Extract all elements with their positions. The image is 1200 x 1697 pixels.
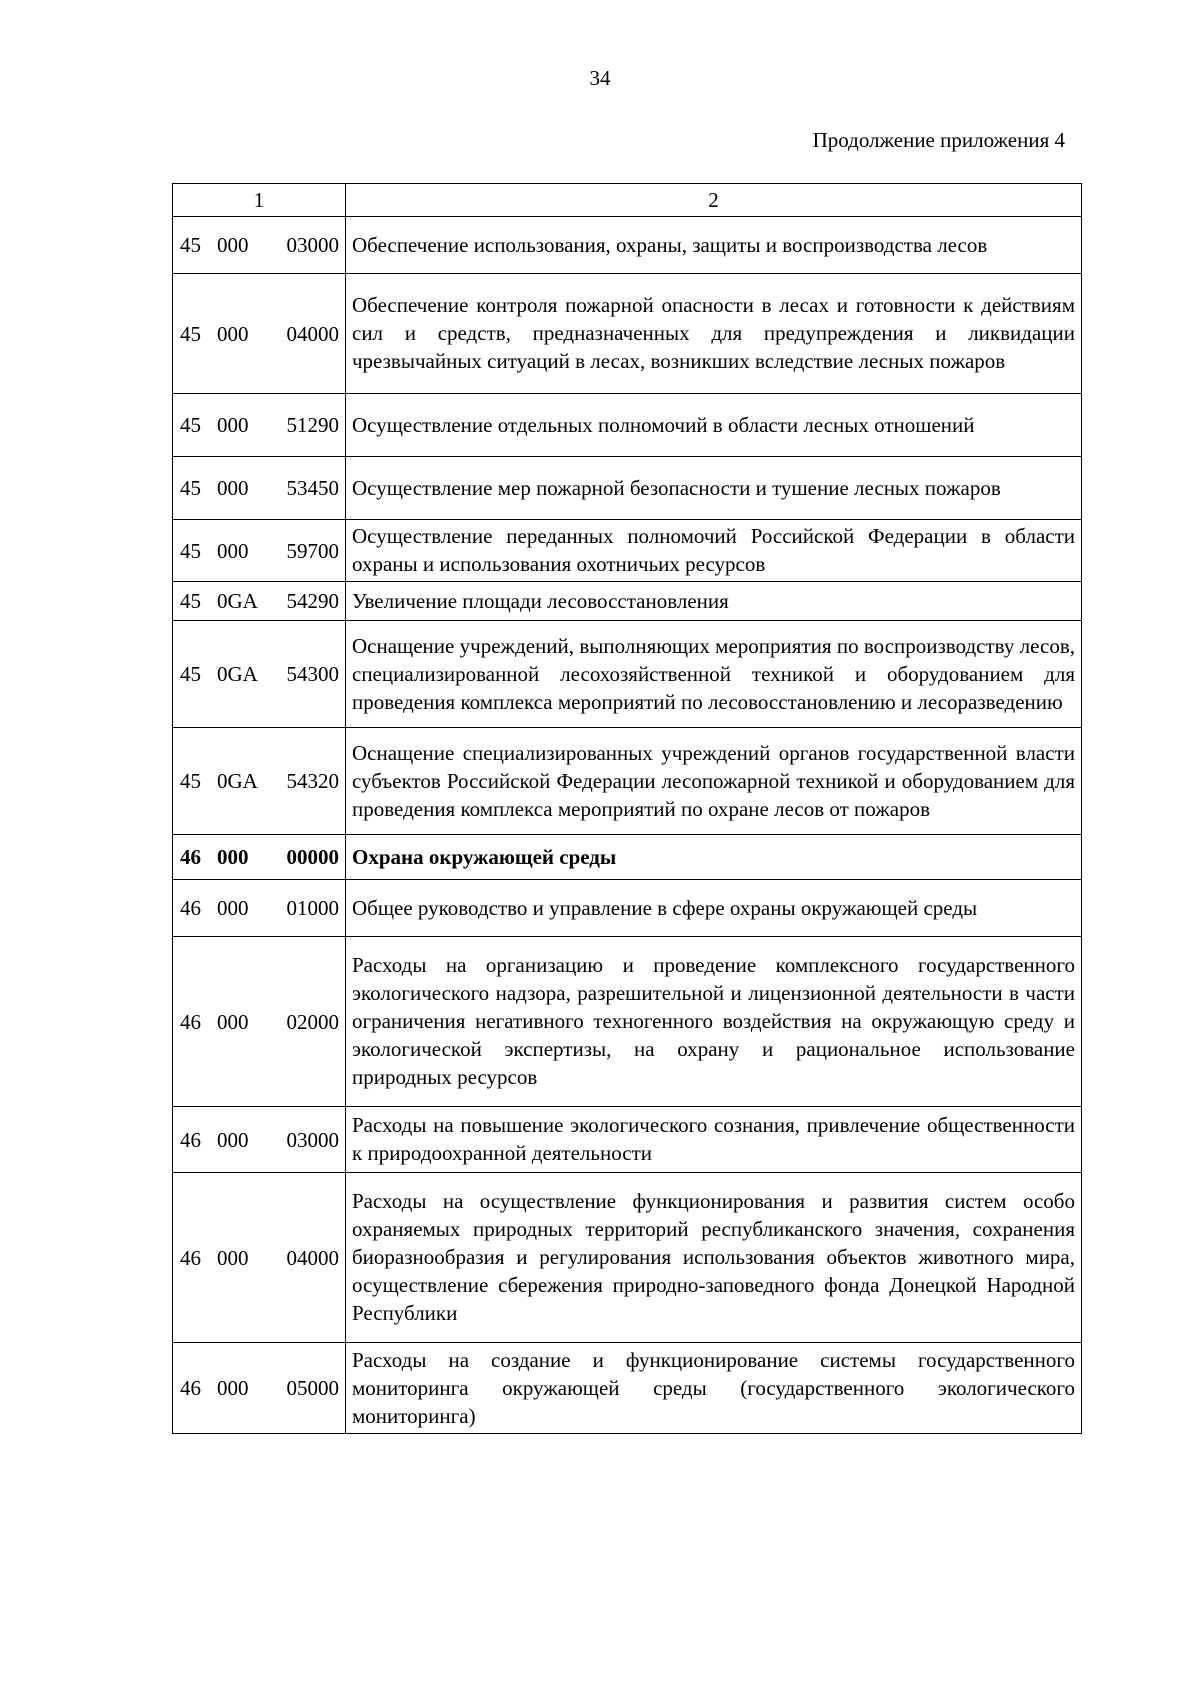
code-direction-part: 04000 xyxy=(286,321,339,346)
code-direction-part: 53450 xyxy=(286,476,339,500)
code-direction-part: 59700 xyxy=(286,538,339,563)
code-program-part: 46 xyxy=(180,1376,201,1400)
description-cell: Осуществление отдельных полномочий в области лесных отношений xyxy=(346,394,1082,457)
code-cell xyxy=(173,394,346,457)
code-subprogram-part: 000 xyxy=(217,413,249,437)
table-row xyxy=(173,582,1082,621)
code-direction-part: 54320 xyxy=(286,769,339,793)
code-cell xyxy=(173,880,346,937)
code-subprogram-part: 0GA xyxy=(217,769,258,793)
code-cell xyxy=(173,1343,346,1434)
code-program-part: 45 xyxy=(180,321,201,346)
code-cell xyxy=(173,937,346,1107)
code-direction-part: 00000 xyxy=(286,845,339,869)
code-cell xyxy=(173,457,346,520)
description-cell: Расходы на осуществление функционирования и развития систем особо охраняемых природных территорий республиканского значения, сохранения биоразнообразия и регулирования использования объектов животного мира, осуществление сбережения природно-заповедного фонда Донецкой Народной Республики xyxy=(346,1173,1082,1343)
code-program-part: 45 xyxy=(180,538,201,563)
code-cell xyxy=(173,1107,346,1173)
code-cell xyxy=(173,582,346,621)
code-program-part: 45 xyxy=(180,589,201,613)
code-cell xyxy=(173,1173,346,1343)
code-subprogram-part: 000 xyxy=(217,1376,249,1400)
code-subprogram-part: 000 xyxy=(217,896,249,920)
description-cell: Расходы на создание и функционирование системы государственного мониторинга окружающей среды (государственного экологического мониторинга) xyxy=(346,1343,1082,1434)
code-subprogram-part: 0GA xyxy=(217,662,258,686)
appendix-continuation-note: Продолжение приложения 4 xyxy=(812,128,1065,152)
code-program-part: 46 xyxy=(180,845,201,869)
code-cell xyxy=(173,621,346,728)
code-subprogram-part: 000 xyxy=(217,1245,249,1270)
description-cell: Обеспечение использования, охраны, защиты и воспроизводства лесов xyxy=(346,217,1082,274)
table-row xyxy=(173,937,1082,1107)
table-row xyxy=(173,1173,1082,1343)
table-row xyxy=(173,728,1082,835)
code-direction-part: 05000 xyxy=(286,1376,339,1400)
code-direction-part: 03000 xyxy=(286,1127,339,1152)
code-program-part: 46 xyxy=(180,1127,201,1152)
code-program-part: 45 xyxy=(180,476,201,500)
table-row xyxy=(173,457,1082,520)
code-cell xyxy=(173,728,346,835)
code-direction-part: 01000 xyxy=(286,896,339,920)
table-row xyxy=(173,520,1082,582)
code-program-part: 45 xyxy=(180,769,201,793)
table-row xyxy=(173,1107,1082,1173)
budget-classification-table xyxy=(172,183,1082,1434)
code-program-part: 46 xyxy=(180,896,201,920)
code-direction-part: 02000 xyxy=(286,1009,339,1034)
table-row xyxy=(173,394,1082,457)
code-cell xyxy=(173,274,346,394)
code-subprogram-part: 000 xyxy=(217,476,249,500)
column-header-description: 2 xyxy=(346,184,1082,217)
description-cell: Оснащение специализированных учреждений органов государственной власти субъектов Российской Федерации лесопожарной техникой и оборудованием для проведения комплекса мероприятий по охране лесов от пожаров xyxy=(346,728,1082,835)
code-direction-part: 54290 xyxy=(286,589,339,613)
page-number: 34 xyxy=(589,66,611,90)
column-number-header-row xyxy=(173,184,1082,217)
code-subprogram-part: 000 xyxy=(217,233,249,257)
description-cell: Расходы на повышение экологического сознания, привлечение общественности к природоохранной деятельности xyxy=(346,1107,1082,1173)
code-direction-part: 51290 xyxy=(286,413,339,437)
code-direction-part: 54300 xyxy=(286,662,339,686)
description-cell: Общее руководство и управление в сфере охраны окружающей среды xyxy=(346,880,1082,937)
code-program-part: 46 xyxy=(180,1245,201,1270)
description-cell: Оснащение учреждений, выполняющих мероприятия по воспроизводству лесов, специализированной лесохозяйственной техникой и оборудованием для проведения комплекса мероприятий по лесовосстановлению и лесоразведению xyxy=(346,621,1082,728)
description-cell: Осуществление переданных полномочий Российской Федерации в области охраны и использования охотничьих ресурсов xyxy=(346,520,1082,582)
code-direction-part: 04000 xyxy=(286,1245,339,1270)
code-subprogram-part: 0GA xyxy=(217,589,258,613)
code-program-part: 45 xyxy=(180,233,201,257)
table-row xyxy=(173,1343,1082,1434)
code-program-part: 46 xyxy=(180,1009,201,1034)
code-direction-part: 03000 xyxy=(286,233,339,257)
code-cell xyxy=(173,217,346,274)
column-header-code: 1 xyxy=(173,184,346,217)
code-subprogram-part: 000 xyxy=(217,321,249,346)
code-subprogram-part: 000 xyxy=(217,538,249,563)
table-body xyxy=(173,184,1082,1434)
code-subprogram-part: 000 xyxy=(217,845,249,869)
section-header-row xyxy=(173,835,1082,880)
description-cell: Обеспечение контроля пожарной опасности в лесах и готовности к действиям сил и средств, предназначенных для предупреждения и ликвидации чрезвычайных ситуаций в лесах, возникших вследствие лесных пожаров xyxy=(346,274,1082,394)
table-row xyxy=(173,621,1082,728)
code-subprogram-part: 000 xyxy=(217,1009,249,1034)
code-program-part: 45 xyxy=(180,413,201,437)
code-cell xyxy=(173,520,346,582)
description-cell: Охрана окружающей среды xyxy=(346,835,1082,880)
table-row xyxy=(173,274,1082,394)
description-cell: Расходы на организацию и проведение комплексного государственного экологического надзора, разрешительной и лицензионной деятельности в части ограничения негативного техногенного воздействия на окружающую среду и экологической экспертизы, на охрану и рациональное использование природных ресурсов xyxy=(346,937,1082,1107)
table-row xyxy=(173,880,1082,937)
description-cell: Осуществление мер пожарной безопасности и тушение лесных пожаров xyxy=(346,457,1082,520)
code-cell xyxy=(173,835,346,880)
code-program-part: 45 xyxy=(180,662,201,686)
description-cell: Увеличение площади лесовосстановления xyxy=(346,582,1082,621)
table-row xyxy=(173,217,1082,274)
code-subprogram-part: 000 xyxy=(217,1127,249,1152)
